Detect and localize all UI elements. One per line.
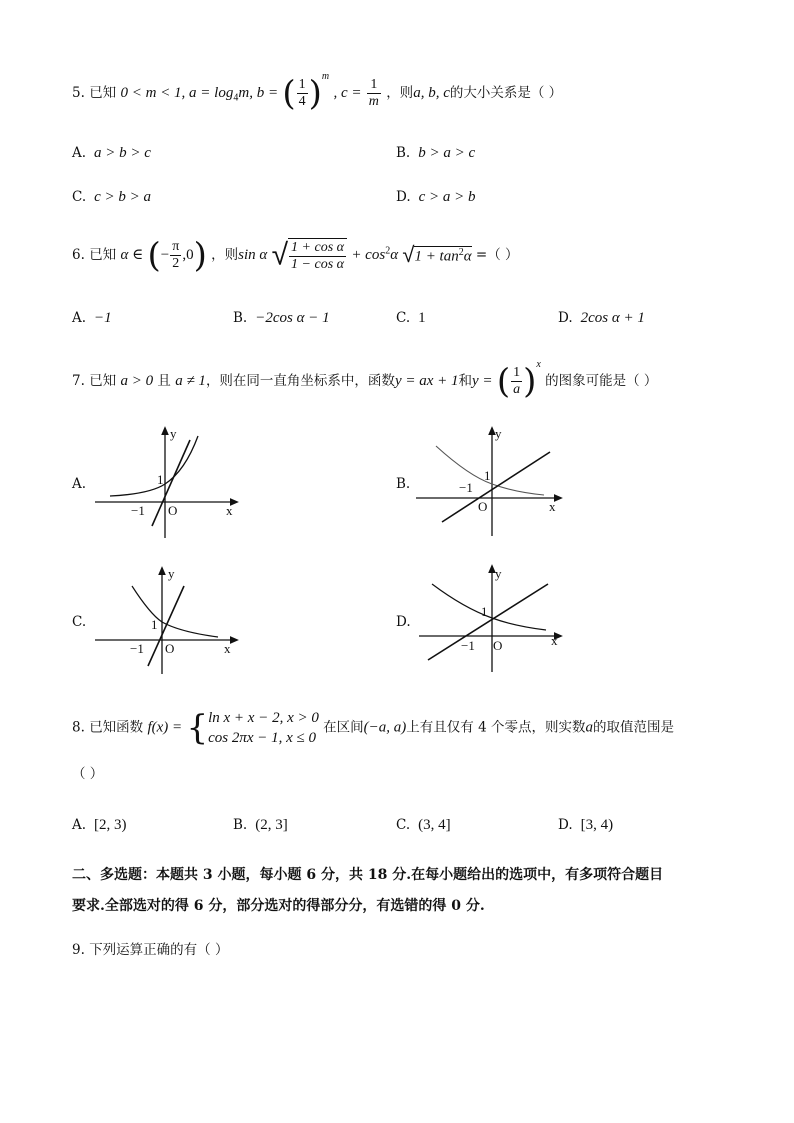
graph-d-neg1: −1 <box>461 638 475 653</box>
q5-log-base: 4 <box>233 92 239 104</box>
graph-a-y: y <box>170 426 177 441</box>
graph-b-x: x <box>549 499 556 514</box>
graph-c-one: 1 <box>151 617 158 632</box>
graph-a-o: O <box>168 503 178 518</box>
q9-stem: 9. 下列运算正确的有（ ） <box>72 942 229 958</box>
q6-option-b: B. −2cos α − 1 <box>233 310 330 326</box>
q6-stem: 6. 已知 α ∈ (− $\frac{\pi}{2}$ ,0) ，则sin α √ $\frac{\text{1 + cos α}}{\text{1 − cos α}}$ + $\cos^2\alpha$ $√1 + \tan^2\alpha$ =（ ） <box>72 235 519 276</box>
q6-option-d: D. 2cos α + 1 <box>558 310 645 326</box>
graph-a-x: x <box>226 503 233 518</box>
q5-option-b: B. b > a > c <box>396 145 476 161</box>
section2-line1: 二、多选题：本题共 3 小题，每小题 6 分，共 18 分.在每小题给出的选项中，有多项符合题目 <box>72 867 664 883</box>
q5-cond: 0 < m < 1, a = log <box>120 85 234 101</box>
q5-option-a: A. a > b > c <box>72 145 151 161</box>
exp-curve <box>110 436 198 496</box>
graph-d-one: 1 <box>481 604 488 619</box>
q7-frac: $\frac{1}{a}$ <box>513 365 521 397</box>
q6-sqrt1: √ $\frac{\text{1 + cos α}}{\text{1 − cos α}}$ <box>272 238 347 273</box>
graph-a-neg1: −1 <box>131 503 145 518</box>
section2-line2: 要求.全部选对的得 6 分，部分选对的得部分分，有选错的得 0 分. <box>72 898 485 914</box>
q8-option-b: B. (2, 3] <box>233 817 288 833</box>
q8-cases: ln x + x − 2, x > 0 cos 2πx − 1, x ≤ 0 <box>208 710 319 746</box>
graph-c <box>90 566 240 678</box>
graph-c-x: x <box>224 641 231 656</box>
graph-c-neg1: −1 <box>130 641 144 656</box>
graph-a <box>90 426 240 541</box>
q5-option-d: D. c > a > b <box>396 189 476 205</box>
exp-curve <box>132 586 218 637</box>
q5-number: 5. <box>72 85 85 101</box>
q6-option-a: A. −1 <box>72 310 112 326</box>
q5-option-c: C. c > b > a <box>72 189 152 205</box>
graph-a-label: A. <box>72 476 87 492</box>
q8-option-d: D. [3, 4) <box>558 817 614 833</box>
q7-stem: 7. 已知 a > 0 且 a ≠ 1，则在同一直角坐标系中，函数y = ax + 1和y = ( $\frac{1}{a}$ )$^x$ 的图象可能是（ ） <box>72 359 658 402</box>
q8-option-a: A. [2, 3) <box>72 817 127 833</box>
graph-c-label: C. <box>72 614 87 630</box>
q8-blank: （ ） <box>72 766 104 782</box>
graph-d <box>414 564 564 676</box>
q6-option-c: C. 1 <box>396 310 426 326</box>
graph-d-o: O <box>493 638 503 653</box>
q8-stem: 8. 已知函数 f(x) = { ln x + x − 2, x > 0 cos 2πx − 1, x ≤ 0 在区间(−a, a)上有且仅有 4 个零点，则实数a的取值范围是 <box>72 708 674 748</box>
q5-exp: m <box>321 71 330 82</box>
graph-b-o: O <box>478 499 488 514</box>
linear-line <box>428 584 548 660</box>
q6-sqrt2: $√1 + \tan^2\alpha$ <box>402 242 472 268</box>
graph-c-y: y <box>168 566 175 581</box>
graph-d-label: D. <box>396 614 411 630</box>
graph-d-y: y <box>495 566 502 581</box>
graph-b-one: 1 <box>484 468 491 483</box>
q5-c-frac: $\frac{1}{m}$ <box>368 77 379 109</box>
q5-c-eq: , c = <box>333 85 362 101</box>
q6-frac: $\frac{\pi}{2}$ <box>172 239 180 271</box>
graph-b-neg1: −1 <box>459 480 473 495</box>
q5-lead: 已知 <box>89 85 117 101</box>
q8-option-c: C. (3, 4] <box>396 817 451 833</box>
exp-curve <box>432 584 546 630</box>
q5-frac: $\frac{1}{4}$ <box>298 77 306 109</box>
graph-b-label: B. <box>396 476 411 492</box>
graph-a-one: 1 <box>157 472 164 487</box>
graph-c-o: O <box>165 641 175 656</box>
q5-cond-b: m, b = <box>238 85 279 101</box>
graph-d-x: x <box>551 633 558 648</box>
q5-stem: 5. 已知 0 < m < 1, $a = \log_4m$, b = ( $\frac{1}{4}$ )$^m$ , c = $\frac{1}{m}$ ，则a, b, c的大小关系是（ ） <box>72 71 563 114</box>
graph-b-y: y <box>495 426 502 441</box>
